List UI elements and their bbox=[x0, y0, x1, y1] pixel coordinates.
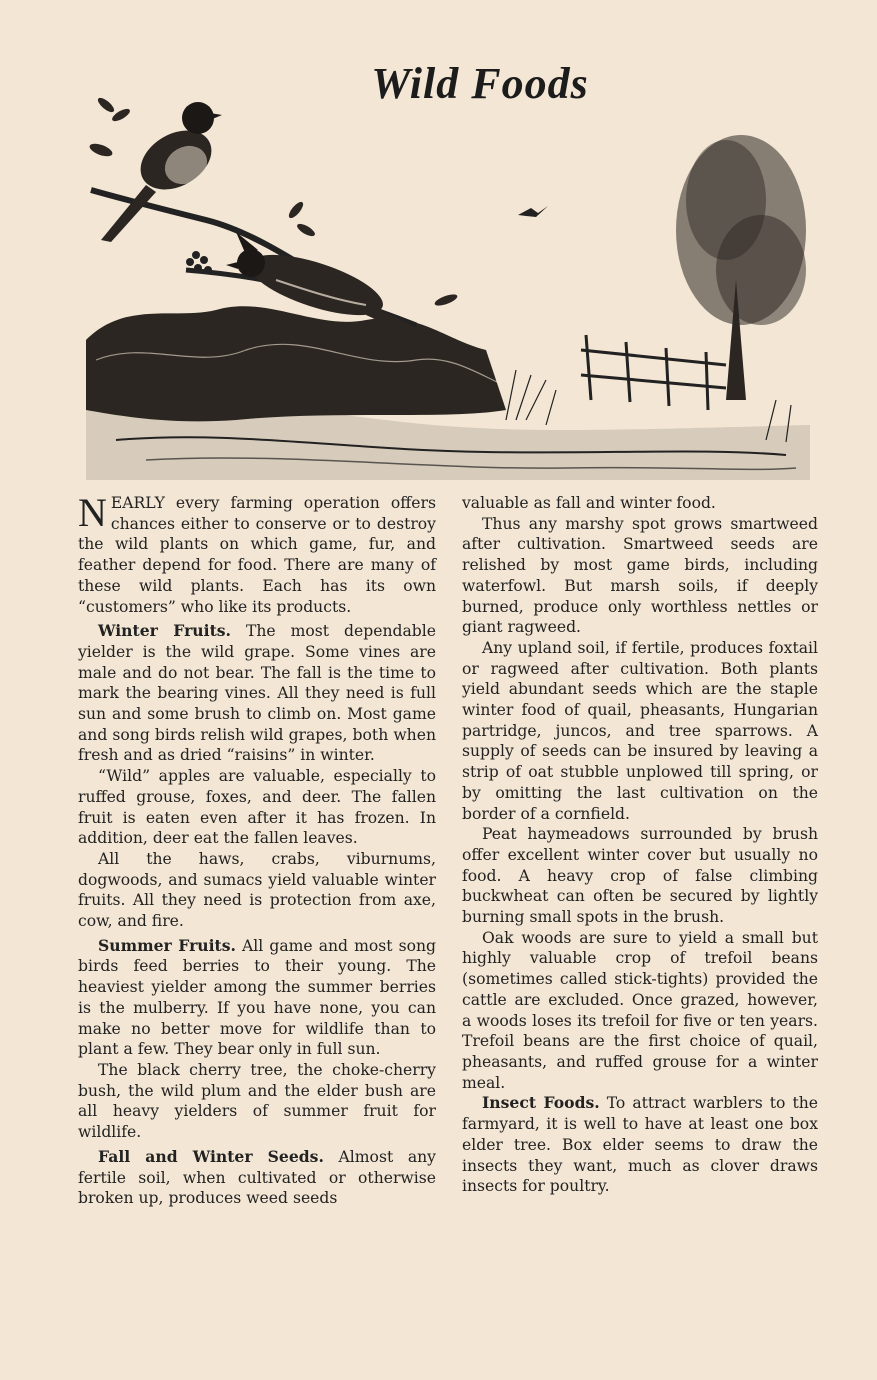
upland-paragraph: Any upland soil, if fertile, produces foxtail or ragweed after cultivation. Both plants yield abundant seeds which are the staple winter food of quail, pheasants, Hungarian partridge, juncos, and tree sparrows. A supply of seeds can be insured by leaving a strip of oat stubble unplowed till spring, or by omitting the last cultivation on the border of a cornfield. bbox=[462, 638, 818, 823]
drop-cap: N bbox=[78, 490, 107, 535]
winter-fruits-paragraph: Winter Fruits. The most dependable yielder is the wild grape. Some vines are male and do not bear. The fall is the time to mark the bearing vines. All they need is full sun and some brush to climb on. Most game and song birds relish wild grapes, both when fresh and as dried “raisins” in winter. bbox=[78, 621, 436, 765]
insect-foods-heading: Insect Foods. bbox=[482, 1093, 600, 1113]
apples-paragraph: “Wild” apples are valuable, especially to ruffed grouse, foxes, and deer. The fallen fruit is eaten even after it has frozen. In addition, deer eat the fallen leaves. bbox=[78, 767, 436, 848]
oak-paragraph: Oak woods are sure to yield a small but highly valuable crop of trefoil beans (sometimes called stick-tights) provided the cattle are excluded. Once grazed, however, a woods loses its trefoil for five or ten years. Trefoil beans are the first choice of quail, pheasants, and ruffed grouse for a winter meal. bbox=[462, 928, 818, 1092]
right-column bbox=[462, 493, 818, 1197]
intro-paragraph: NEARLY every farming operation offers chances either to conserve or to destroy the wild plants on which game, fur, and feather depend for food. There are many of these wild plants. Each has its own “customers” who like its products. bbox=[78, 490, 436, 616]
page-title: Wild Foods bbox=[371, 59, 589, 108]
left-column bbox=[78, 490, 436, 1209]
continued-paragraph: valuable as fall and winter food. bbox=[462, 494, 716, 512]
haws-paragraph: All the haws, crabs, viburnums, dogwoods, and sumacs yield valuable winter fruits. All they need is protection from axe, cow, and fire. bbox=[78, 849, 436, 931]
peat-paragraph: Peat haymeadows surrounded by brush offer excellent winter cover but usually no food. A heavy crop of false climbing buckwheat can often be secured by lightly burning small spots in the brush. bbox=[462, 825, 818, 927]
cherry-paragraph: The black cherry tree, the choke-cherry bush, the wild plum and the elder bush are all heavy yielders of summer fruit for wildlife. bbox=[78, 1060, 436, 1142]
marsh-paragraph: Thus any marshy spot grows smartweed after cultivation. Smartweed seeds are relished by most game birds, including waterfowl. But marsh soils, if deeply burned, produce only worthless nettles or giant ragweed. bbox=[462, 514, 818, 637]
fall-winter-seeds-heading: Fall and Winter Seeds. bbox=[98, 1146, 324, 1166]
birds-on-branch-illustration bbox=[86, 80, 810, 480]
summer-fruits-paragraph: Summer Fruits. All game and most song birds feed berries to their young. The heaviest yielder among the summer berries is the mulberry. If you have none, you can make no better move for wildlife than to plant a few. They bear only in full sun. bbox=[78, 935, 436, 1059]
winter-fruits-heading: Winter Fruits. bbox=[98, 621, 231, 641]
insect-foods-paragraph: Insect Foods. To attract warblers to the farmyard, it is well to have at least one box elder tree. Box elder seems to draw the insects they want, much as clover draws insects for poultry. bbox=[462, 1093, 819, 1196]
fall-winter-seeds-paragraph: Fall and Winter Seeds. Almost any fertile soil, when cultivated or otherwise broken up, produces weed seeds bbox=[78, 1146, 436, 1208]
summer-fruits-heading: Summer Fruits. bbox=[98, 935, 236, 955]
